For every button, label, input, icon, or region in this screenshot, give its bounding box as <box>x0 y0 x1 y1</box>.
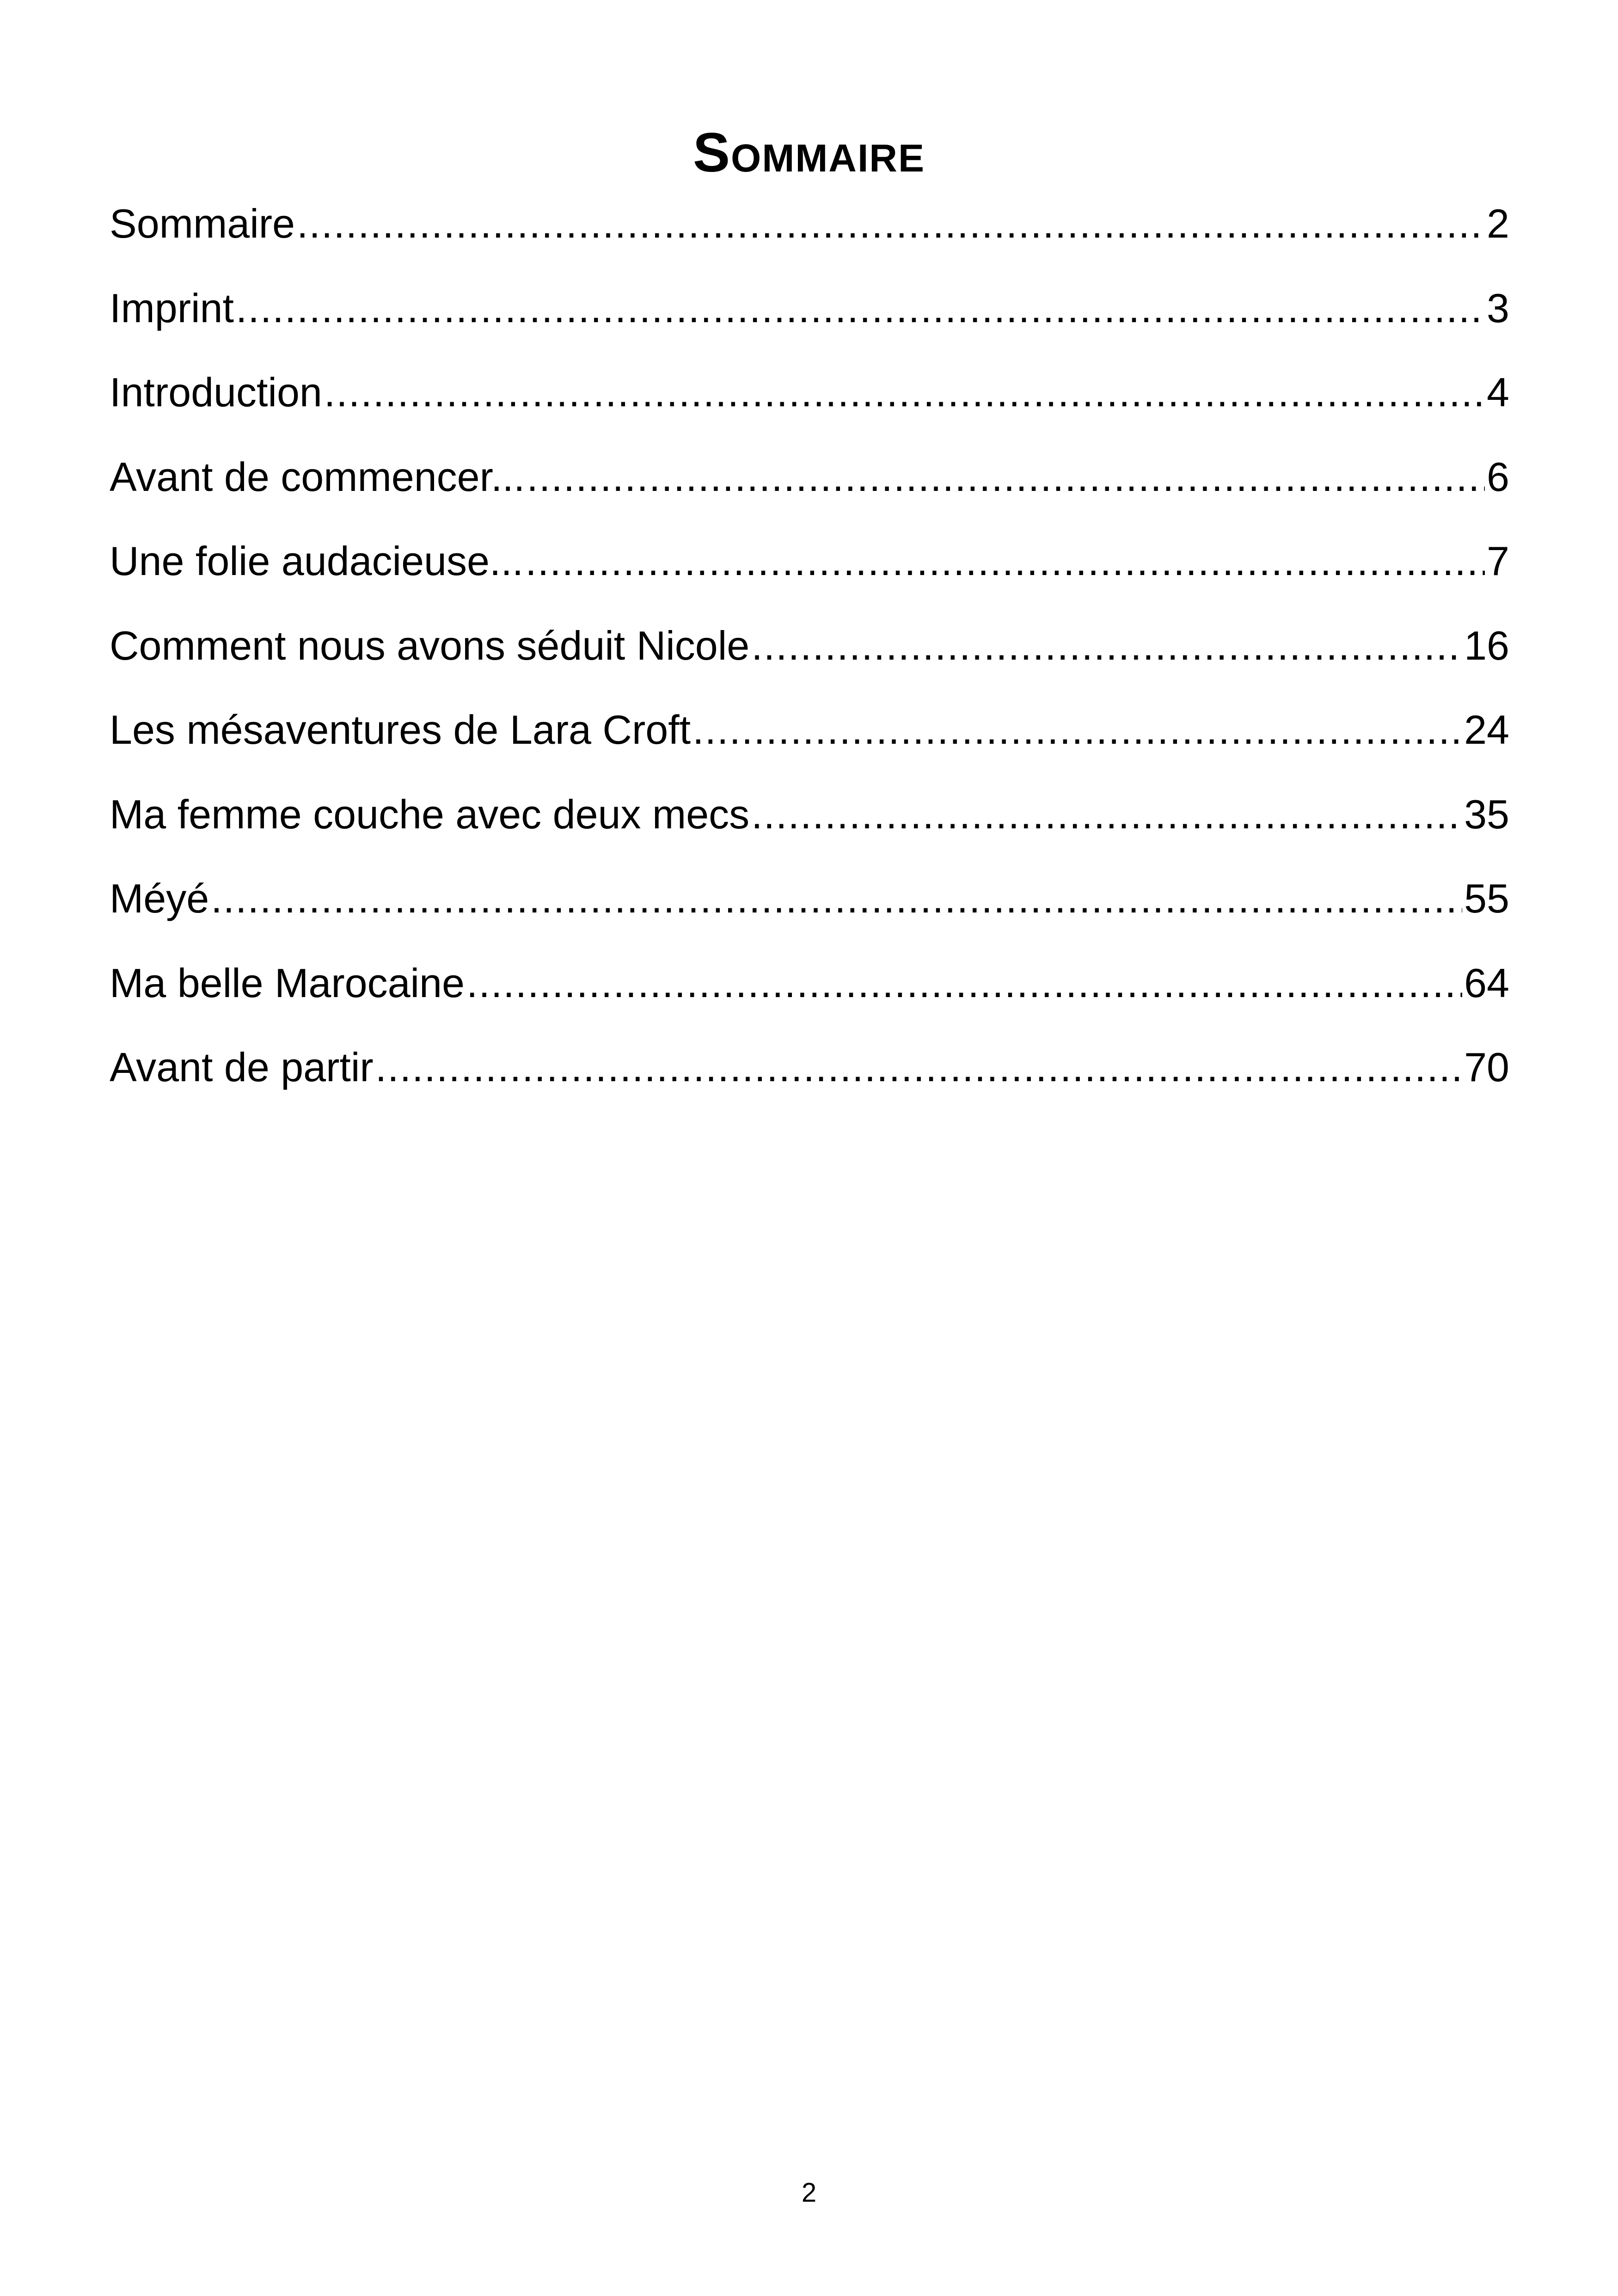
toc-dot-leader <box>375 1047 1462 1088</box>
toc-entry <box>110 878 1509 963</box>
toc-dot-leader <box>693 710 1462 750</box>
toc-entry-label: Avant de commencer... <box>110 456 525 500</box>
page-number: 2 <box>801 2178 817 2208</box>
toc-entry-label: Comment nous avons séduit Nicole <box>110 625 750 668</box>
toc-entry-label: Introduction <box>110 372 322 415</box>
toc-entry-page: 70 <box>1464 1047 1509 1090</box>
toc-entry <box>110 288 1509 373</box>
toc-entry-page: 6 <box>1487 456 1509 500</box>
toc-dot-leader <box>525 541 1485 582</box>
toc-entry <box>110 372 1509 457</box>
toc-entry <box>110 203 1509 288</box>
toc-entry-page: 4 <box>1487 372 1509 415</box>
toc-entry-label: Une folie audacieuse... <box>110 541 524 584</box>
toc-entry-label: Avant de partir <box>110 1047 374 1090</box>
toc-entry <box>110 625 1509 710</box>
toc-dot-leader <box>236 288 1485 329</box>
toc-entry-label: Les mésaventures de Lara Croft <box>110 710 691 753</box>
toc-dot-leader <box>466 963 1462 1004</box>
toc-entry-label: Imprint <box>110 288 234 331</box>
table-of-contents <box>110 203 1509 1132</box>
toc-dot-leader <box>751 794 1462 835</box>
toc-entry-page: 3 <box>1487 288 1509 331</box>
toc-entry-page: 24 <box>1464 710 1509 753</box>
toc-entry <box>110 794 1509 879</box>
toc-entry-page: 64 <box>1464 962 1509 1006</box>
toc-entry-label: Sommaire <box>110 203 295 246</box>
toc-entry-page: 16 <box>1464 625 1509 668</box>
toc-entry <box>110 963 1509 1047</box>
toc-entry-label: Ma femme couche avec deux mecs <box>110 794 750 837</box>
toc-dot-leader <box>211 878 1462 919</box>
toc-dot-leader <box>297 203 1485 244</box>
toc-entry-label: Méyé <box>110 878 209 921</box>
toc-dot-leader <box>527 457 1485 497</box>
toc-entry-page: 2 <box>1487 203 1509 246</box>
toc-entry-page: 55 <box>1464 878 1509 921</box>
toc-dot-leader <box>751 625 1462 666</box>
toc-entry <box>110 541 1509 625</box>
page-title: Sommaire <box>693 122 925 184</box>
toc-entry-page: 35 <box>1464 794 1509 837</box>
toc-entry <box>110 710 1509 794</box>
toc-entry-label: Ma belle Marocaine <box>110 962 465 1006</box>
toc-entry <box>110 457 1509 541</box>
toc-entry-page: 7 <box>1487 541 1509 584</box>
toc-dot-leader <box>324 372 1485 413</box>
toc-entry <box>110 1047 1509 1132</box>
